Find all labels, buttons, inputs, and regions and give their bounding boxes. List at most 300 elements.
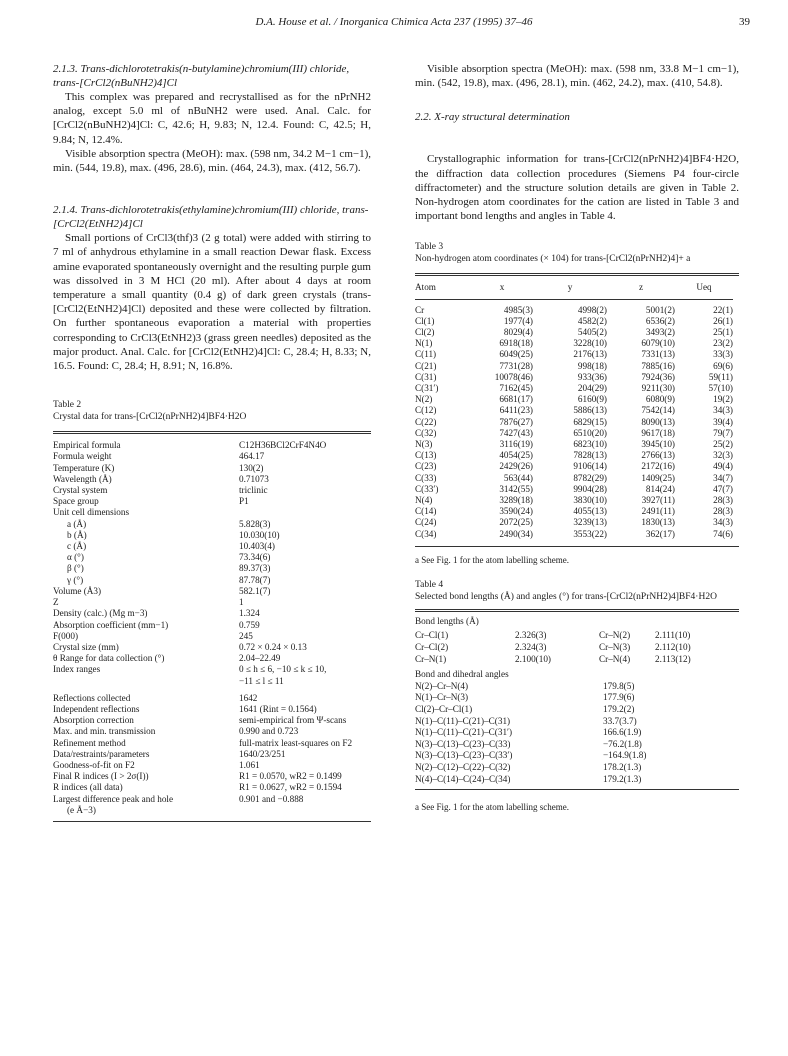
table-row [415,305,733,316]
table-2-label: Table 2 [53,400,82,411]
table-3-body [415,276,733,539]
table-row [53,782,352,793]
table-2-property: Refinement method [53,737,126,748]
table-4 [415,579,739,812]
table-2-property: Unit cell dimensions [53,507,130,518]
table-3-cell: 3553(22) [573,528,607,539]
table-3-cell: 1409(25) [641,472,675,483]
table-3-cell: 5001(2) [645,304,675,315]
table-4-angle-name: N(3)–C(13)–C(23)–C(33) [415,738,511,749]
table-3-label: Table 3 [415,242,444,253]
table-3-cell: 6411(23) [499,405,533,416]
table-3-cell: 28(3) [713,506,733,517]
table-3-cell: C(23) [415,461,437,472]
table-4-angle-name: N(1)–Cr–N(3) [415,692,469,703]
table-3-cell: 4055(13) [573,506,607,517]
table-row [415,762,733,774]
table-4-angle-value: 178.2(1.3) [603,762,642,773]
table-3-cell: 3493(2) [645,327,675,338]
table-2-property: γ (°) [67,574,84,585]
table-3-cell: N(4) [415,495,433,506]
table-3-cell: C(31′) [415,383,439,394]
table-3-cell: C(33) [415,472,437,483]
table-4-cell: 2.326(3) [515,630,547,641]
table-3-cell: C(12) [415,405,437,416]
table-4-angle-name: N(2)–C(12)–C(22)–C(32) [415,762,511,773]
table-3-cell: 3116(19) [499,439,533,450]
table-row [415,394,733,405]
table-4-section-row [415,665,733,681]
left-column [53,62,371,822]
table-4-angle-name: N(3)–C(13)–C(23)–C(33′) [415,750,513,761]
table-3-cell: 6160(9) [577,394,607,405]
table-4-cell: Cr–N(1) [415,653,447,664]
table-2-property: Space group [53,496,99,507]
table-row [415,506,733,517]
table-3-cell: 7876(27) [499,416,533,427]
table-3-cell: 2491(11) [641,506,675,517]
table-2-property: β (°) [67,563,84,574]
table-3-cell: 7731(28) [499,360,533,371]
table-3-cell: 563(44) [503,472,533,483]
table-3-cell: 74(6) [713,528,733,539]
table-3-cell: C(11) [415,349,437,360]
table-row [53,608,352,619]
table-row [415,327,733,338]
table-row [53,575,352,586]
visible-spectra-paragraph: Visible absorption spectra (MeOH): max. (598 nm, 33.8 M−1 cm−1), min. (542, 19.8), max. (496, 28.1), min. (462, 24.2), max. (410, 54.8). [415,63,739,90]
table-3-cell: 6918(18) [499,338,533,349]
table-2-body [53,440,352,816]
section-2-1-3-paragraph-2: Visible absorption spectra (MeOH): max. (598 nm, 34.2 M−1 cm−1), min. (544, 19.8), max. (496, 28.6), min. (464, 24.3), max. (412, 56.7). [53,147,371,175]
table-row [415,349,733,360]
table-4-footnote: a See Fig. 1 for the atom labelling scheme. [415,802,569,813]
table-row [53,597,352,608]
table-row [415,727,733,739]
table-2-value: 245 [239,630,253,641]
table-2-value: 1 [239,597,244,608]
table-row [415,529,733,540]
table-3-cell: 3590(24) [499,506,533,517]
table-4-angle-value: 33.7(3.7) [603,715,637,726]
table-2-caption: Crystal data for trans-[CrCl2(nPrNH2)4]BF4·H2O [53,412,247,423]
table-4-cell: 2.100(10) [515,653,551,664]
table-3-cell: 47(7) [713,483,733,494]
table-4-angle-name: N(4)–C(14)–C(24)–C(34) [415,773,511,784]
table-3-cell: 3142(55) [499,483,533,494]
table-row [53,519,352,530]
table-3-cell: 9106(14) [573,461,607,472]
table-row [415,692,733,704]
table-3-cell: 7828(13) [573,450,607,461]
table-3-cell: C(31) [415,371,437,382]
table-4-body [415,616,733,785]
table-3-cell: 34(7) [713,472,733,483]
table-row [53,664,352,675]
table-row [415,495,733,506]
table-2-value: 1.324 [239,608,260,619]
table-row [415,417,733,428]
table-4-cell: Cr–N(2) [599,630,631,641]
table-2-value: 73.34(6) [239,552,271,563]
table-2-property: (e Å−3) [67,804,96,815]
table-2-value: 10.403(4) [239,541,275,552]
table-3-cell: 34(3) [713,405,733,416]
table-4-angle-name: Cl(2)–Cr–Cl(1) [415,704,473,715]
table-3-cell: 6510(20) [573,427,607,438]
table-2-value: 0.71073 [239,473,269,484]
table-row [415,383,733,394]
table-3-cell: 204(29) [577,383,607,394]
table-row [53,541,352,552]
table-3-header-ueq: Ueq [696,282,712,293]
table-2-value: semi-empirical from Ψ-scans [239,715,347,726]
table-3-cell: 814(24) [645,483,675,494]
table-4-cell: 2.324(3) [515,642,547,653]
table-2-value: 1642 [239,692,258,703]
table-3-cell: 4998(2) [577,304,607,315]
table-2-value: −11 ≤ l ≤ 11 [239,675,284,686]
table-row [53,749,352,760]
table-2-value: P1 [239,496,249,507]
table-2-property: F(000) [53,630,79,641]
table-4-angle-value: 166.6(1.9) [603,727,642,738]
table-row [415,361,733,372]
table-2-property: Temperature (K) [53,462,115,473]
table-3-cell: 26(1) [713,315,733,326]
table-2-value: 130(2) [239,462,264,473]
section-2-1-4-heading: 2.1.4. Trans-dichlorotetrakis(ethylamine)chromium(III) chloride, trans-[CrCl2(EtNH2)4]Cl [53,204,369,231]
table-row [53,586,352,597]
table-row [415,439,733,450]
table-3-cell: 8090(13) [641,416,675,427]
table-row [53,715,352,726]
table-2-property: Empirical formula [53,440,121,451]
table-3-cell: 9211(30) [641,383,675,394]
table-2-property: α (°) [67,552,84,563]
table-3-cell: 4582(2) [577,315,607,326]
table-3-cell: 32(3) [713,450,733,461]
table-4-angle-heading: Bond and dihedral angles [415,669,509,680]
table-4-caption: Selected bond lengths (Å) and angles (°) for trans-[CrCl2(nPrNH2)4]BF4·H2O [415,591,717,602]
table-3-cell: 25(1) [713,327,733,338]
table-3-cell: 79(7) [713,427,733,438]
section-2-2-heading: 2.2. X-ray structural determination [415,111,570,124]
table-4-angle-value: 179.2(1.3) [603,773,642,784]
table-3-cell: C(22) [415,416,437,427]
table-row [415,473,733,484]
table-2-property: Absorption correction [53,715,134,726]
table-2-value [239,805,352,816]
table-3-cell: 6080(9) [645,394,675,405]
table-3-cell: 7542(14) [641,405,675,416]
table-2-property: Reflections collected [53,692,131,703]
section-2-2-paragraph-1: Crystallographic information for trans-[CrCl2(nPrNH2)4]BF4·H2O, the diffraction data collection procedures (Siemens P4 four-circle diffractometer) and the structure solution details are given in Table 2. Non-hydrogen atom coordinates for the cation are listed in Table 3 and important bond lengths and angles in Table 4. [415,153,739,223]
table-3-cell: C(21) [415,360,437,371]
table-row [53,463,352,474]
table-3-cell: N(2) [415,394,433,405]
table-2-property: Data/restraints/parameters [53,748,150,759]
table-3-cell: 49(4) [713,461,733,472]
table-3-cell: 2429(26) [499,461,533,472]
table-2-value: 1641 (Rint = 0.1564) [239,703,317,714]
table-2-property: a (Å) [67,518,87,529]
table-3-cell: 10078(46) [494,371,533,382]
table-3-cell: 6079(10) [641,338,675,349]
table-2-value: 89.37(3) [239,563,271,574]
table-2-property: Goodness-of-fit on F2 [53,759,135,770]
table-row [415,774,733,786]
page-number: 39 [739,16,750,28]
section-2-1-3-paragraph-1: This complex was prepared and recrystallised as for the nPrNH2 analog, except 5.0 ml of nBuNH2 were used. Anal. Calc. for [CrCl2(nBuNH2)4]Cl: C, 42.6; H, 9.83; N, 12.4. Found: C, 42.5; H, 9.84; N, 12.4%. [53,91,371,146]
table-3-cell: 2172(16) [641,461,675,472]
table-2-value [239,507,352,518]
table-3-cell: Cl(2) [415,327,435,338]
table-3-cell: 6049(25) [499,349,533,360]
table-3-header-atom: Atom [415,282,436,293]
table-3-cell: 6829(15) [573,416,607,427]
table-2-property: Absorption coefficient (mm−1) [53,619,169,630]
table-row [53,794,352,805]
table-row [53,687,352,704]
table-2-value: R1 = 0.0627, wR2 = 0.1594 [239,782,342,793]
table-3-cell: 3228(10) [573,338,607,349]
table-3-header-y: y [567,282,573,293]
table-4-angle-value: 177.9(6) [603,692,635,703]
table-2-property: θ Range for data collection (°) [53,653,165,664]
table-3-cell: C(24) [415,517,437,528]
section-2-1-4-paragraph-1: Small portions of CrCl3(thf)3 (2 g total) were added with stirring to 7 ml of anhydrous ethylamine in a small reaction Dewar flask. Excess amine evaporated spontaneously overnight and the resulting purple gum was dissolved in 3 M HCl (20 ml). After about 4 days at room temperature a small quantity (0.4 g) of dark green crystals (trans-[CrCl2(EtNH2)4]Cl) deposited and these were collected by filtration. On further spontaneous evaporation a material with properties corresponding to CrCl3(EtNH2)3 (grass green needles) deposited as the major product. Anal. Calc. for [CrCl2(EtNH2)4]Cl: C, 28.4; H, 8.33; N, 16.5. Found: C, 28.4; H, 8.91; N, 16.8%. [53,232,371,373]
table-2-value: 0.72 × 0.24 × 0.13 [239,641,307,652]
table-3-cell: 4985(3) [503,304,533,315]
table-4-cell: 2.112(10) [655,642,691,653]
table-3-cell: N(3) [415,439,433,450]
table-2-property: Wavelength (Å) [53,473,112,484]
table-4-label: Table 4 [415,579,444,590]
table-row [415,750,733,762]
table-row [415,716,733,728]
table-3-cell: 5405(2) [577,327,607,338]
table-4-cell: Cr–N(4) [599,653,631,664]
table-3-cell: 3927(11) [641,495,675,506]
table-2-property: Density (calc.) (Mg m−3) [53,608,148,619]
table-3-cell: 6536(2) [645,315,675,326]
table-row [415,316,733,327]
table-2-value: 87.78(7) [239,574,271,585]
table-2-property: Max. and min. transmission [53,726,156,737]
table-row [415,450,733,461]
table-3-cell: 2766(13) [641,450,675,461]
table-3-cell: 933(36) [577,371,607,382]
table-2-value: 0 ≤ h ≤ 6, −10 ≤ k ≤ 10, [239,664,327,675]
table-2-property: Formula weight [53,451,112,462]
table-2-property: c (Å) [67,541,87,552]
table-3-cell: C(13) [415,450,437,461]
table-3-cell: 25(2) [713,439,733,450]
table-3-cell: 7924(36) [641,371,675,382]
table-2-value: 1.061 [239,759,260,770]
table-3-cell: 5886(13) [573,405,607,416]
table-row [53,530,352,541]
table-row [415,739,733,751]
table-3-cell: N(1) [415,338,433,349]
table-3-cell: 2490(34) [499,528,533,539]
right-column [415,62,739,812]
table-2-value: 0.759 [239,619,260,630]
table-2-property: Crystal size (mm) [53,641,119,652]
table-2 [53,399,371,822]
table-row [53,771,352,782]
table-4-cell: Cr–N(3) [599,642,631,653]
table-3-cell: 22(1) [713,304,733,315]
table-3-cell: 7885(16) [641,360,675,371]
table-3-cell: 33(3) [713,349,733,360]
table-2-value: 1640/23/251 [239,748,286,759]
table-3-cell: 59(11) [708,371,733,382]
table-row [415,428,733,439]
table-4-angle-name: N(1)–C(11)–C(21)–C(31′) [415,727,513,738]
table-3-cell: 39(4) [713,416,733,427]
table-3-cell: 2176(13) [573,349,607,360]
table-2-property: Crystal system [53,485,108,496]
table-3-cell: 6823(10) [573,439,607,450]
table-4-angle-name: N(2)–Cr–N(4) [415,680,469,691]
table-row [53,704,352,715]
table-row [53,738,352,749]
table-3-header-x: x [499,282,505,293]
table-3-cell: 9904(28) [573,483,607,494]
table-2-value: R1 = 0.0570, wR2 = 0.1499 [239,771,342,782]
table-2-value: 0.990 and 0.723 [239,726,299,737]
table-4-angle-value: −76.2(1.8) [603,738,642,749]
table-row [53,496,352,507]
table-3-cell: 7162(45) [499,383,533,394]
table-3-cell: 69(6) [713,360,733,371]
table-4-angle-value: −164.9(1.8) [603,750,647,761]
table-4-angle-value: 179.8(5) [603,680,635,691]
table-3-cell: C(14) [415,506,437,517]
table-3-cell: Cr [415,304,425,315]
table-3-cell: Cl(1) [415,315,435,326]
table-row [415,405,733,416]
table-3-cell: 1830(13) [641,517,675,528]
table-2-value: 5.828(3) [239,518,271,529]
table-row [415,681,733,693]
table-3-cell: 23(2) [713,338,733,349]
table-3-header-z: z [638,282,644,293]
table-row [53,474,352,485]
table-row [53,451,352,462]
table-row [53,805,352,816]
table-row [415,461,733,472]
table-row [53,676,352,687]
table-2-value: 464.17 [239,451,265,462]
table-3-caption: Non-hydrogen atom coordinates (× 104) for trans-[CrCl2(nPrNH2)4]+ a [415,254,691,265]
table-3-cell: C(33′) [415,483,439,494]
table-4-cell: Cr–Cl(2) [415,642,449,653]
table-3-cell: 362(17) [645,528,675,539]
table-2-property: Index ranges [53,664,101,675]
running-title: D.A. House et al. / Inorganica Chimica Acta 237 (1995) 37–46 [255,16,533,28]
table-2-property: Independent reflections [53,703,140,714]
table-3-cell: 7331(13) [641,349,675,360]
table-row [53,485,352,496]
table-row [53,631,352,642]
table-2-property: Volume (Å3) [53,585,102,596]
page-header [0,12,788,32]
table-3-cell: 6681(17) [499,394,533,405]
table-row [53,507,352,518]
table-row [53,642,352,653]
table-3-cell: 8029(4) [503,327,533,338]
table-3-cell: 1977(4) [503,315,533,326]
table-3-cell: 34(3) [713,517,733,528]
table-3-cell: 3289(18) [499,495,533,506]
table-row [53,552,352,563]
table-2-value: triclinic [239,485,268,496]
table-2-property: Final R indices (I > 2σ(I)) [53,771,149,782]
table-3-cell: 9617(18) [641,427,675,438]
table-3-cell: 3945(10) [641,439,675,450]
table-4-cell: 2.111(10) [655,630,691,641]
table-row [415,630,733,642]
table-3-cell: C(34) [415,528,437,539]
table-row [53,440,352,451]
table-row [415,484,733,495]
table-3-cell: 3239(13) [573,517,607,528]
table-row [53,726,352,737]
table-3-cell: 28(3) [713,495,733,506]
table-3-cell: C(32) [415,427,437,438]
table-3-cell: 19(2) [713,394,733,405]
table-row [53,563,352,574]
table-2-value: full-matrix least-squares on F2 [239,737,353,748]
table-3-cell: 998(18) [577,360,607,371]
table-4-angle-name: N(1)–C(11)–C(21)–C(31) [415,715,511,726]
table-3-header-row [415,276,733,299]
table-row [415,372,733,383]
table-row [53,653,352,664]
table-2-value: C12H36BCl2CrF4N4O [239,440,327,451]
table-3-cell: 3830(10) [573,495,607,506]
table-row [53,760,352,771]
table-4-cell: Cr–Cl(1) [415,630,449,641]
table-3-cell: 57(10) [708,383,733,394]
table-2-property: b (Å) [67,529,87,540]
table-2-property: R indices (all data) [53,782,123,793]
table-2-property [53,676,239,687]
table-2-value: 582.1(7) [239,585,271,596]
table-3 [415,241,739,564]
table-4-section-row [415,616,733,631]
table-4-bond-heading: Bond lengths (Å) [415,615,479,626]
table-2-value: 0.901 and −0.888 [239,793,304,804]
section-2-1-3-heading: 2.1.3. Trans-dichlorotetrakis(n-butylamine)chromium(III) chloride, trans-[CrCl2(nBuNH2)4]Cl [53,63,350,89]
table-4-angle-value: 179.2(2) [603,704,635,715]
table-4-cell: 2.113(12) [655,653,691,664]
table-row [415,704,733,716]
table-2-property: Z [53,597,59,608]
table-row [415,338,733,349]
table-3-cell: 2072(25) [499,517,533,528]
table-row [415,654,733,666]
table-row [415,642,733,654]
table-3-cell: 8782(29) [573,472,607,483]
table-row [415,517,733,528]
table-3-footnote: a See Fig. 1 for the atom labelling scheme. [415,554,569,565]
table-2-property: Largest difference peak and hole [53,793,174,804]
table-3-cell: 7427(43) [499,427,533,438]
